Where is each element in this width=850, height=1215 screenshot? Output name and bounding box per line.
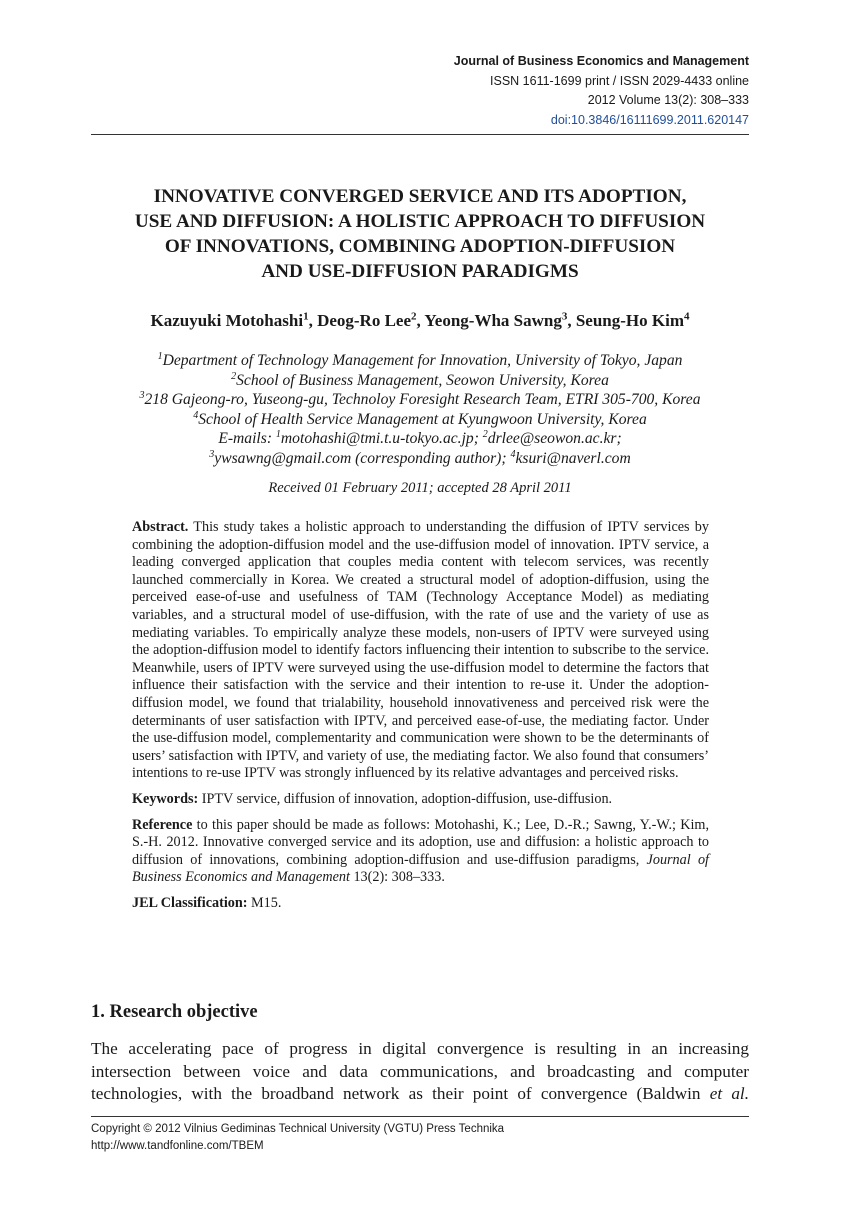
footer [91, 1121, 504, 1154]
title-line: OF INNOVATIONS, COMBINING ADOPTION-DIFFUSION [164, 236, 676, 257]
emails-line-2 [91, 449, 749, 469]
affiliation-2 [91, 371, 749, 391]
author-sup: 2 [411, 310, 417, 323]
header-rule [91, 134, 749, 135]
body-etal: et al. [709, 1084, 749, 1103]
issn: ISSN 1611-1699 print / ISSN 2029-4433 online [490, 73, 749, 88]
emails-line-1 [91, 429, 749, 449]
affiliation-1 [91, 351, 749, 371]
copyright: Copyright © 2012 Vilnius Gediminas Technical University (VGTU) Press Technika [91, 1123, 505, 1135]
reference-journal: Journal of Business Economics and Management [132, 851, 709, 886]
abstract-text: This study takes a holistic approach to understanding the diffusion of IPTV services by combining the adoption-diffusion model and the use-diffusion model of innovation. IPTV service, a leading converged application that couples media content with telecom services, was recently launched commercially in Korea. We created a structural model of adoption-diffusion, using the perceived ease-of-use and usefulness of TAM (Technology Acceptance Model) as mediating variables, and a structural model of use-diffusion, with the rate of use and the variety of use as mediating variables. To empirically analyze these models, non-users of IPTV were surveyed using the adoption-diffusion model to identify factors influencing their intention to subscribe to the service. Meanwhile, users of IPTV were surveyed using the use-diffusion model to determine the factors that influence their satisfaction with the service and their intention to re-use it. Under the adoption-diffusion model, we found that trialability, household innovativeness and perceived risk were the determinants of user satisfaction with IPTV, and perceived ease-of-use, the mediating factor. Under the use-diffusion model, complementarity and communication were shown to be the determinants of users’ satisfaction with IPTV, and variety of use, the mediating factor. We also found that consumers’ intentions to re-use IPTV was strongly influenced by its relative advantages and perceived risks. [132, 519, 709, 782]
affil-text: School of Health Service Management at Kyungwoon University, Korea [198, 410, 647, 428]
affil-sup: 1 [157, 350, 163, 362]
section-heading: 1. Research objective [91, 1002, 258, 1022]
title-line: USE AND DIFFUSION: A HOLISTIC APPROACH TO DIFFUSION [134, 211, 706, 232]
reference-label: Reference [132, 816, 193, 833]
reference [132, 817, 709, 887]
journal-name: Journal of Business Economics and Management [453, 54, 749, 68]
email-sup: 3 [209, 448, 215, 460]
affil-text: School of Business Management, Seowon University, Korea [236, 371, 609, 389]
volume-info: 2012 Volume 13(2): 308–333 [587, 93, 749, 107]
author-sup: 1 [303, 310, 309, 323]
author-sep: , [308, 311, 318, 330]
title-line: AND USE-DIFFUSION PARADIGMS [261, 261, 579, 282]
journal-url[interactable]: http://www.tandfonline.com/TBEM [91, 1139, 264, 1152]
abstract [132, 519, 709, 783]
keywords-text: IPTV service, diffusion of innovation, adoption-diffusion, use-diffusion. [198, 790, 613, 807]
keywords [132, 791, 709, 809]
abstract-block [132, 519, 709, 920]
section-body [91, 1038, 749, 1106]
email-sup: 4 [510, 448, 516, 460]
received-dates: Received 01 February 2011; accepted 28 April 2011 [268, 480, 572, 496]
reference-tail: 13(2): 308–333. [349, 869, 445, 886]
affiliation-4 [91, 410, 749, 430]
paper-title [91, 184, 749, 284]
email-sup: 1 [275, 429, 281, 441]
doi-link[interactable]: doi:10.3846/16111699.2011.620147 [550, 112, 749, 127]
email[interactable]: motohashi@tmi.t.u-tokyo.ac.jp; [280, 430, 483, 448]
author-list [91, 310, 749, 332]
affil-text: 218 Gajeong-ro, Yuseong-gu, Technoloy Foresight Research Team, ETRI 305-700, Korea [144, 391, 701, 409]
journal-header [454, 52, 749, 130]
author-sep: , [567, 311, 576, 330]
affil-sup: 3 [139, 390, 145, 401]
body-text: The accelerating pace of progress in digital convergence is resulting in an increasing intersection between voice and data communications, and broadcasting and computer technologies, with the broadband network as their point of convergence (Baldwin [91, 1039, 749, 1103]
author-name: Deog-Ro Lee [317, 311, 412, 330]
author-name: Yeong-Wha Sawng [424, 311, 562, 330]
jel-text: M15. [247, 894, 282, 911]
author-name: Seung-Ho Kim [575, 311, 684, 330]
footer-rule [91, 1116, 749, 1117]
email[interactable]: drlee@seowon.ac.kr; [487, 430, 622, 448]
author-name: Kazuyuki Motohashi [150, 311, 304, 330]
email-sup: 2 [482, 429, 488, 441]
author-sep: , [416, 311, 425, 330]
affiliation-3 [91, 390, 749, 410]
affiliations [91, 351, 749, 469]
affil-sup: 2 [231, 370, 237, 382]
author-sup: 3 [561, 310, 568, 323]
email[interactable]: ksuri@naverl.com [515, 449, 631, 467]
affil-sup: 4 [193, 409, 199, 421]
keywords-label: Keywords: [132, 790, 199, 807]
jel-classification [132, 895, 709, 913]
jel-label: JEL Classification: [132, 894, 248, 911]
emails-label: E-mails: [218, 430, 276, 448]
abstract-label: Abstract. [132, 519, 189, 535]
email[interactable]: ywsawng@gmail.com (corresponding author); [214, 449, 511, 467]
author-sup: 4 [684, 310, 690, 323]
reference-text: to this paper should be made as follows: Motohashi, K.; Lee, D.-R.; Sawng, Y.-W.; Kim, S.-H. 2012. Innovative converged service and its adoption, use and diffusion: a holistic approach to diffusion of innovations, combining adoption-diffusion and use-diffusion paradigms, [132, 816, 709, 868]
affil-text: Department of Technology Management for Innovation, University of Tokyo, Japan [162, 352, 683, 369]
title-line: INNOVATIVE CONVERGED SERVICE AND ITS ADOPTION, [153, 186, 687, 207]
